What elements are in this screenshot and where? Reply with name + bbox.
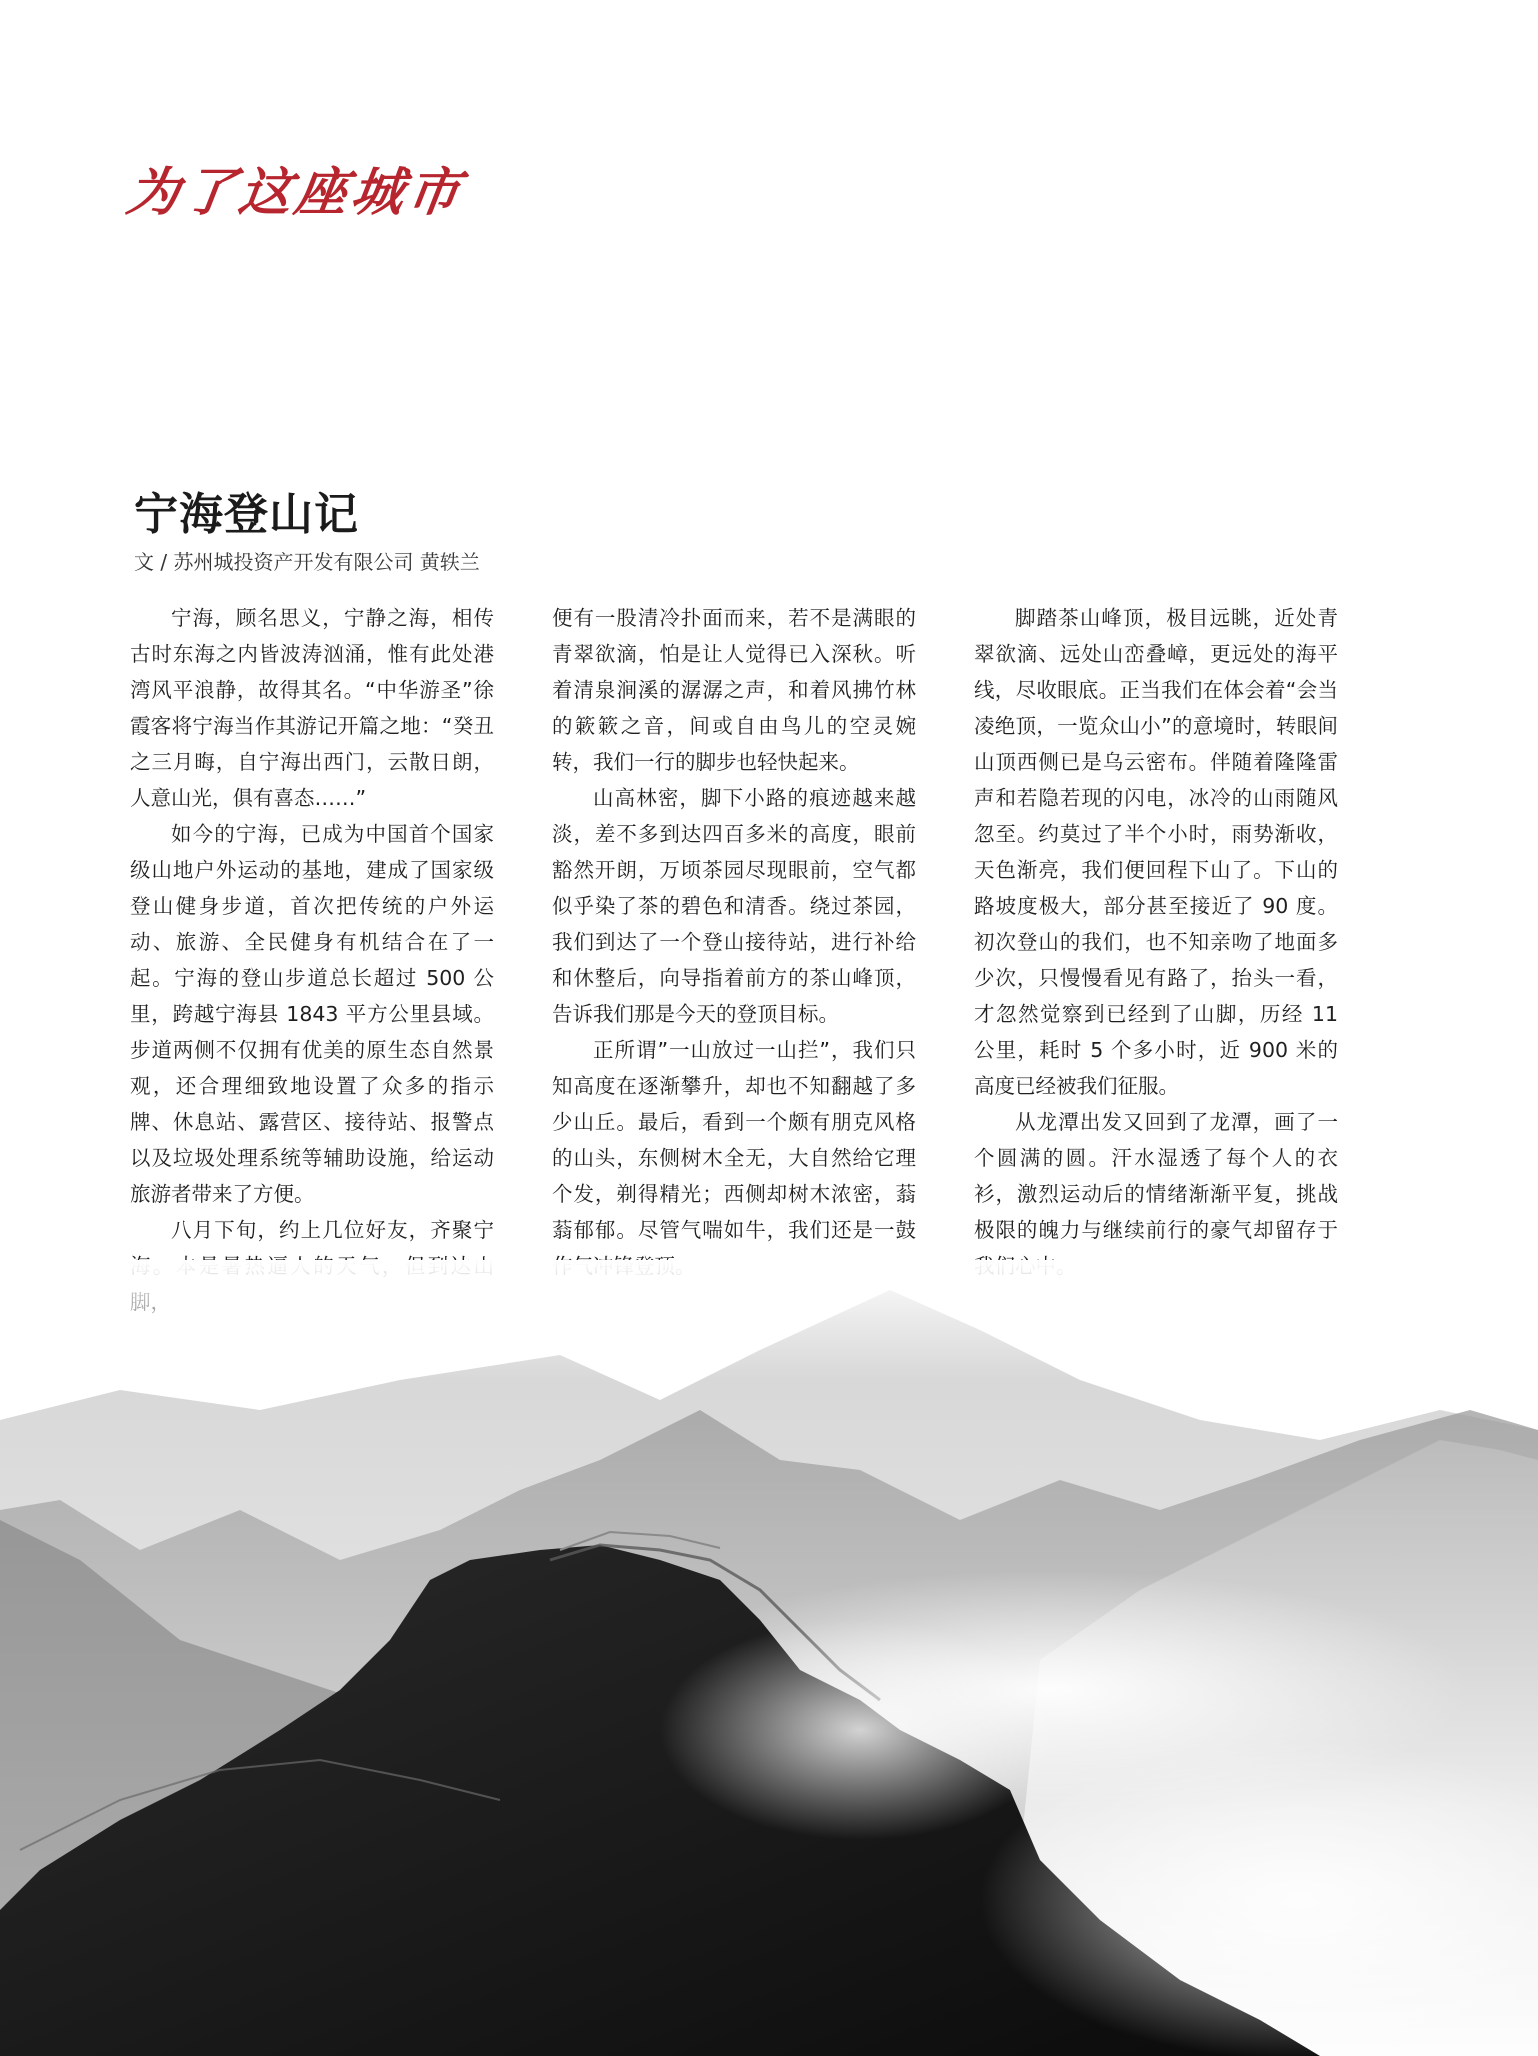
paragraph: 正所谓”一山放过一山拦”，我们只知高度在逐渐攀升，却也不知翻越了多少山丘。最后，看到一个颇有朋克风格的山头，东侧树木全无，大自然给它理个发，剃得精光；西侧却树木浓密，蓊蓊郁郁。尽管气喘如牛，我们还是一鼓	[552, 1038, 916, 1242]
article-column-3	[974, 600, 1338, 1284]
article-byline: 文 / 苏州城投资产开发有限公司 黄轶兰	[134, 550, 480, 574]
article-title: 宁海登山记	[134, 489, 359, 540]
article-column-2	[552, 600, 916, 1284]
paragraph: 山高林密，脚下小路的痕迹越来越淡，差不多到达四百多米的高度，眼前豁然开朗，万顷茶园尽现眼前，空气都似乎染了茶的碧色和清香。绕过茶园，我们到达了一个登山接待站，进行补给和休整后，向导指着前方的茶山峰顶，告诉我们那是今天的登顶目标。	[552, 786, 916, 1026]
paragraph: 从龙潭出发又回到了龙潭，画了一个圆满的圆。汗水湿透了每个人的衣衫，激烈运动后的情绪渐渐平复，挑战极限的魄力与继续前行的豪气却留存于	[974, 1110, 1338, 1242]
paragraph: 便有一股清冷扑面而来，若不是满眼的青翠欲滴，怕是让人觉得已入深秋。听着清泉涧溪的潺潺之声，和着风拂竹林的簌簌之音，间或自由鸟儿的空灵婉转，我们一行的脚步也轻快起来。	[552, 606, 916, 774]
paragraph: 脚踏茶山峰顶，极目远眺，近处青翠欲滴、远处山峦叠嶂，更远处的海平线，尽收眼底。正当我们在体会着“会当凌绝顶，一览众山小”的意境时，转眼间山顶西侧已是乌云密布。伴随着隆隆雷声和若隐若现的闪电，冰冷的山雨随风忽至。约莫过了半个小时，雨势渐收，天色渐亮，我们便回程下山了。下山的路坡度极大，部分甚至接近了 90 度。初次登山的我们，也不知亲吻了地面多少次，只慢慢看见有路了，抬头一看，才忽然觉察到已经到了山脚，历经 11 公里，耗时 5 个多小时，近 900 米的高度已经被我们征服。	[974, 606, 1338, 1098]
ink-mountain-landscape	[0, 1260, 1538, 2056]
article-column-1	[130, 600, 494, 1290]
paragraph: 宁海，顾名思义，宁静之海，相传古时东海之内皆波涛汹涌，惟有此处港湾风平浪静，故得其名。“中华游圣”徐霞客将宁海当作其游记开篇之地：“癸丑之三月晦，自宁海出西门，云散日朗，人意山光，俱有喜态……”	[130, 606, 494, 810]
section-logo: 为了这座城市	[123, 162, 468, 223]
paragraph: 八月下旬，约上几位好友，齐聚宁	[171, 1218, 494, 1242]
paragraph: 如今的宁海，已成为中国首个国家级山地户外运动的基地，建成了国家级登山健身步道，首次把传统的户外运动、旅游、全民健身有机结合在了一起。宁海的登山步道总长超过 500 公里，跨越宁海县 1843 平方公里县域。步道两侧不仅拥有优美的原生态自然景观，还合理细致地设置了众多的指示牌、休息站、露营区、接待站、报警点以及垃圾处理系统等辅助设施，给运动旅游者带来了方便。	[130, 822, 494, 1206]
